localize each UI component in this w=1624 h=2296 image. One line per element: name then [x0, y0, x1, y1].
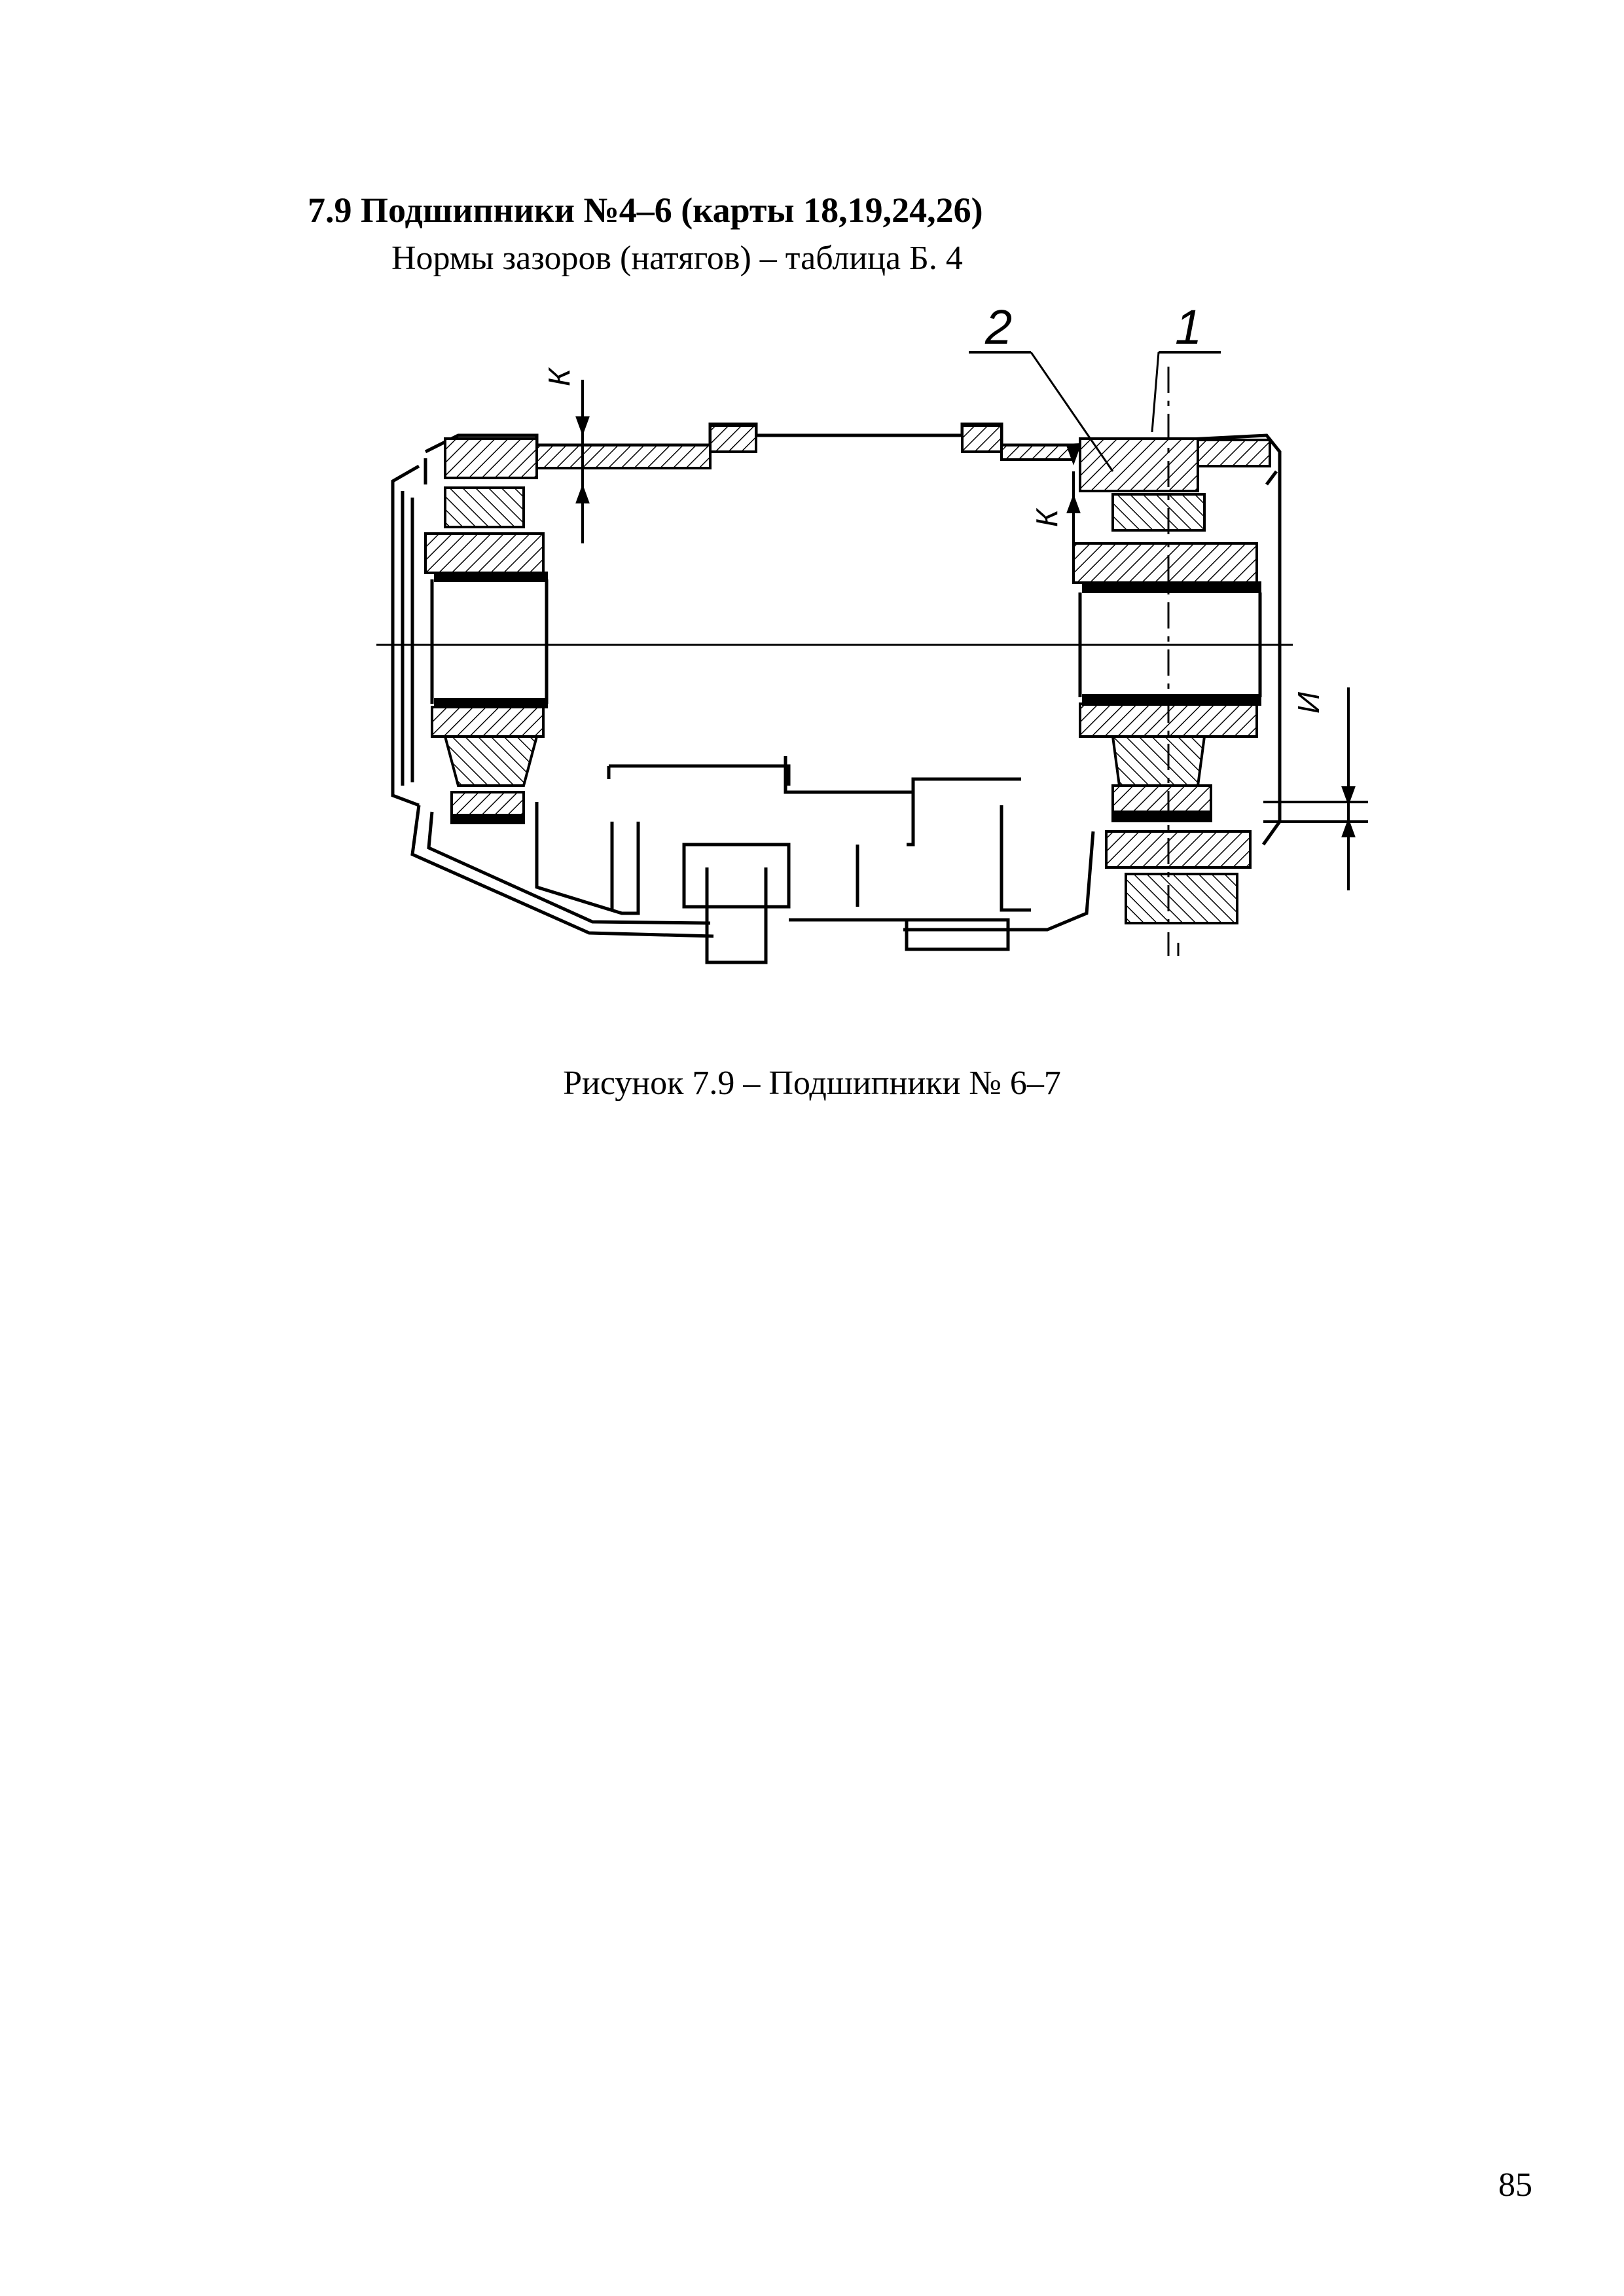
section-subtitle: Нормы зазоров (натягов) – таблица Б. 4: [391, 240, 963, 277]
dimension-label-i: И: [1291, 692, 1326, 714]
callout-2: 2: [985, 300, 1013, 354]
page-number: 85: [1498, 2166, 1532, 2204]
section-title: 7.9 Подшипники №4–6 (карты 18,19,24,26): [308, 191, 983, 230]
hatched-parts: [425, 426, 1270, 923]
bearing-assembly-drawing: [367, 295, 1375, 982]
dimension-label-k-right: К: [1030, 509, 1064, 527]
figure-caption: Рисунок 7.9 – Подшипники № 6–7: [563, 1065, 1061, 1102]
callout-1: 1: [1175, 300, 1202, 354]
figure-labels: [542, 300, 1326, 714]
shaft: [432, 579, 1260, 704]
dimension-label-k-left: К: [542, 368, 576, 386]
